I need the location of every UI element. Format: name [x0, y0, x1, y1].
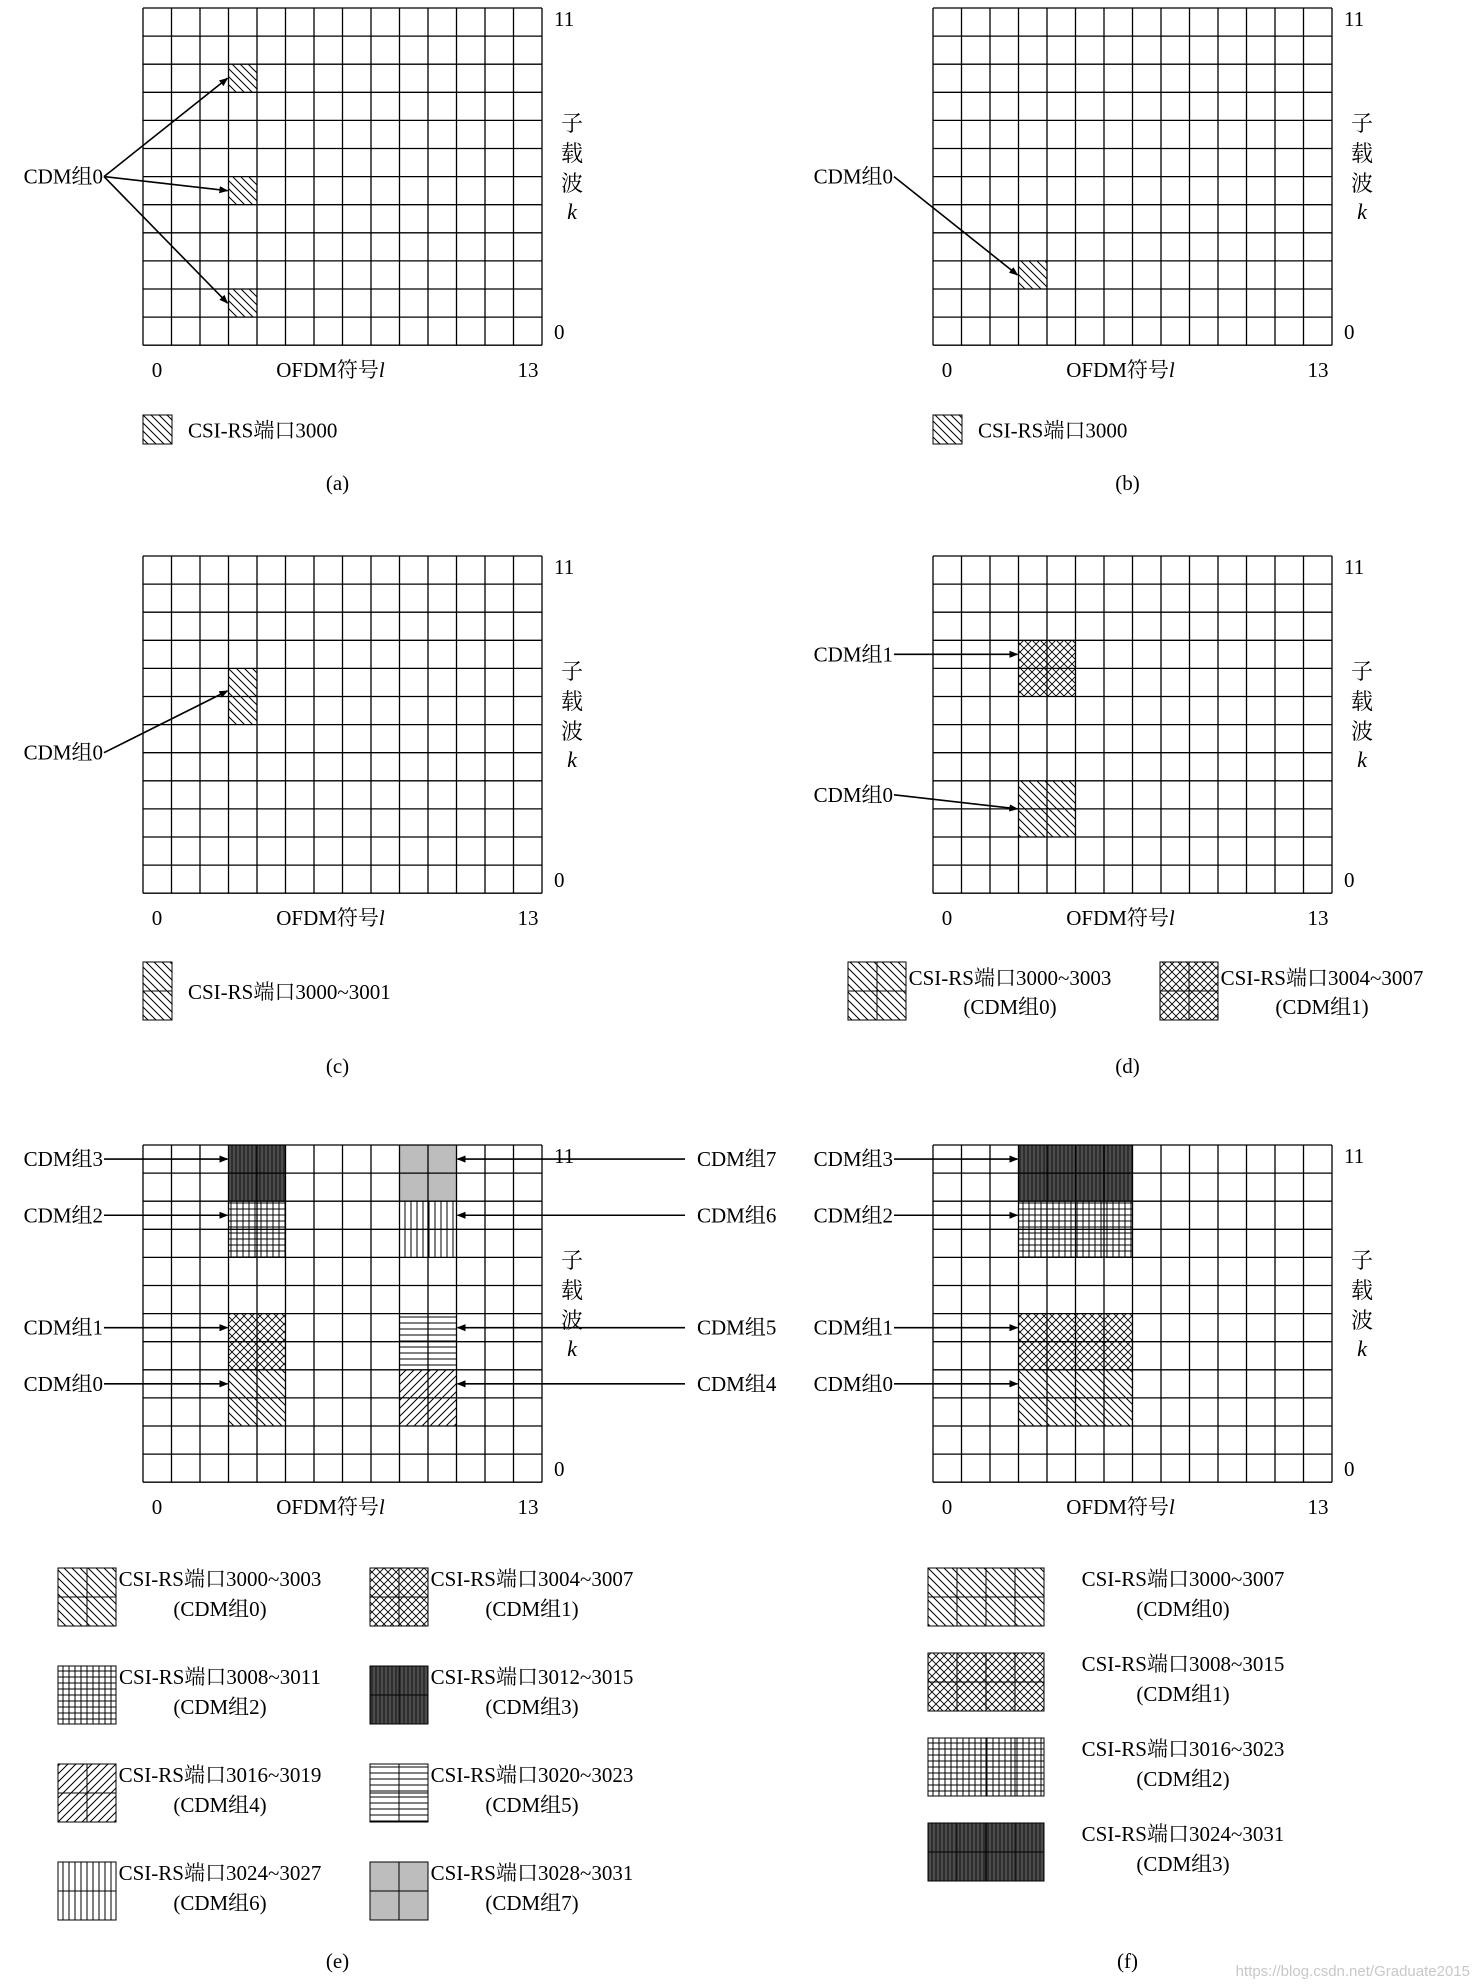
x-axis-label-text: OFDM符号	[1066, 358, 1169, 383]
re-cell-rdiag	[428, 1398, 457, 1426]
re-cell-gray	[400, 1145, 429, 1173]
y-axis-label-char: 载	[1350, 689, 1374, 715]
y-bottom-label: 0	[554, 320, 565, 345]
re-cell-cross	[257, 1342, 286, 1370]
legend-sublabel: (CDM组6)	[173, 1891, 267, 1915]
re-cell-dark	[1047, 1173, 1076, 1201]
y-axis-label-char: 波	[560, 171, 584, 197]
re-cell-dark	[1104, 1173, 1133, 1201]
y-axis-var: k	[1357, 1336, 1367, 1362]
legend-label: CSI-RS端口3000~3003	[908, 966, 1112, 990]
cdm-group-label: CDM组1	[813, 642, 893, 667]
re-cell-grid	[1076, 1201, 1105, 1229]
re-cell-diag	[257, 1398, 286, 1426]
re-cell-cross	[1047, 1314, 1076, 1342]
re-cell-cross	[1076, 1314, 1105, 1342]
re-cell-grid	[229, 1229, 258, 1257]
legend-sublabel: (CDM组3)	[1136, 1852, 1230, 1876]
re-cell-diag	[1076, 1370, 1105, 1398]
re-cell-cross	[1047, 640, 1076, 668]
legend-label: CSI-RS端口3008~3015	[1081, 1652, 1285, 1676]
re-cell-horiz	[400, 1314, 429, 1342]
legend-label: CSI-RS端口3020~3023	[430, 1763, 634, 1787]
y-axis-label-char: 载	[560, 141, 584, 167]
y-top-label: 11	[554, 7, 575, 31]
y-top-label: 11	[1344, 555, 1365, 579]
re-cell-diag	[1076, 1398, 1105, 1426]
re-cell-gray	[428, 1173, 457, 1201]
cdm-group-label: CDM组7	[697, 1147, 777, 1172]
panel-d	[814, 555, 1424, 1078]
legend-label: CSI-RS端口3004~3007	[430, 1567, 634, 1591]
legend-sublabel: (CDM组1)	[1275, 995, 1369, 1019]
re-cell-cross	[229, 1314, 258, 1342]
re-cell-diag	[229, 1398, 258, 1426]
legend	[143, 415, 337, 444]
legend-sublabel: (CDM组7)	[485, 1891, 579, 1915]
cdm-group-label: CDM组6	[697, 1203, 777, 1228]
re-cell-grid	[1076, 1229, 1105, 1257]
re-cell-diag	[229, 177, 258, 205]
re-cell-diag	[257, 1370, 286, 1398]
re-cell-rdiag	[428, 1370, 457, 1398]
panel-caption: (b)	[1115, 471, 1140, 495]
y-top-label: 11	[1344, 1144, 1365, 1168]
re-cell-vert	[400, 1229, 429, 1257]
re-cell-diag	[229, 1370, 258, 1398]
re-cell-diag	[229, 697, 258, 725]
re-cell-grid	[257, 1229, 286, 1257]
re-cell-cross	[1019, 640, 1048, 668]
x-axis-var: l	[1168, 1495, 1175, 1520]
re-cell-dark	[229, 1173, 258, 1201]
legend-label: CSI-RS端口3016~3023	[1081, 1737, 1285, 1761]
x-end-label: 13	[1307, 1495, 1329, 1520]
x-axis-label	[1066, 906, 1175, 930]
x-axis-label	[276, 1495, 385, 1519]
cdm-group-label: CDM组3	[23, 1147, 103, 1172]
y-axis-label-char: 载	[560, 689, 584, 715]
x-start-label: 0	[941, 358, 953, 383]
re-cell-grid	[1104, 1229, 1133, 1257]
cdm-arrow	[894, 177, 1018, 275]
y-axis-var: k	[567, 747, 577, 773]
re-cell-gray	[428, 1145, 457, 1173]
re-cell-diag	[229, 668, 258, 696]
cdm-group-label: CDM组0	[23, 164, 103, 189]
re-cell-cross	[1019, 1314, 1048, 1342]
x-axis-label	[1066, 358, 1175, 382]
panel-c	[24, 555, 583, 1078]
x-start-label: 0	[151, 906, 163, 931]
re-cell-dark	[257, 1145, 286, 1173]
re-cell-cross	[1019, 668, 1048, 696]
legend-label: CSI-RS端口3000~3001	[188, 980, 391, 1004]
re-cell-rdiag	[400, 1370, 429, 1398]
re-cell-horiz	[400, 1342, 429, 1370]
x-axis-label	[276, 358, 385, 382]
cdm-group-label: CDM组0	[23, 1371, 103, 1396]
legend-label: CSI-RS端口3008~3011	[119, 1665, 321, 1689]
panel-b	[814, 7, 1373, 495]
y-axis-label-char: 波	[560, 1308, 584, 1334]
re-cell-diag	[1019, 809, 1048, 837]
re-cell-diag	[1019, 1370, 1048, 1398]
legend	[143, 962, 391, 1020]
cdm-group-label: CDM组1	[23, 1315, 103, 1340]
re-cell-diag	[1104, 1370, 1133, 1398]
re-cell-grid	[1019, 1229, 1048, 1257]
y-axis-label-char: 子	[560, 111, 584, 137]
re-cell-grid	[1047, 1229, 1076, 1257]
cdm-group-label: CDM组4	[697, 1371, 777, 1396]
legend	[928, 1567, 1284, 1881]
panel-e	[24, 1144, 777, 1973]
re-cell-grid	[1104, 1201, 1133, 1229]
y-bottom-label: 0	[1344, 868, 1355, 893]
re-cell-horiz	[428, 1342, 457, 1370]
y-axis-label-char: 波	[1350, 719, 1374, 745]
re-cell-cross	[1076, 1342, 1105, 1370]
re-cell-diag	[1104, 1398, 1133, 1426]
y-axis-var: k	[1357, 747, 1367, 773]
y-axis-label-char: 波	[560, 719, 584, 745]
legend-sublabel: (CDM组1)	[485, 1597, 579, 1621]
cdm-arrow	[104, 177, 228, 191]
re-cell-cross	[1047, 668, 1076, 696]
cdm-group-label: CDM组2	[813, 1203, 893, 1228]
re-cell-cross	[257, 1314, 286, 1342]
y-axis-label-char: 子	[560, 1248, 584, 1274]
re-cell-cross	[1047, 1342, 1076, 1370]
x-end-label: 13	[517, 906, 539, 931]
y-axis-label-char: 子	[1350, 659, 1374, 685]
y-axis-label-char: 载	[560, 1278, 584, 1304]
y-axis-label-char: 子	[1350, 1248, 1374, 1274]
re-cell-diag	[1047, 1398, 1076, 1426]
y-axis-var: k	[1357, 199, 1367, 225]
legend-swatch-diag	[143, 415, 172, 444]
legend-sublabel: (CDM组0)	[173, 1597, 267, 1621]
cdm-arrow	[894, 795, 1018, 809]
x-end-label: 13	[1307, 906, 1329, 931]
re-cell-dark	[1104, 1145, 1133, 1173]
cdm-group-label: CDM组2	[23, 1203, 103, 1228]
legend-label: CSI-RS端口3000	[978, 418, 1128, 443]
x-axis-label-text: OFDM符号	[276, 358, 379, 383]
re-cell-cross	[1019, 1342, 1048, 1370]
re-cell-dark	[229, 1145, 258, 1173]
y-bottom-label: 0	[1344, 1457, 1355, 1482]
x-axis-label-text: OFDM符号	[1066, 906, 1169, 931]
re-cell-cross	[1104, 1342, 1133, 1370]
legend-sublabel: (CDM组2)	[1136, 1767, 1230, 1791]
cdm-arrow	[104, 78, 228, 176]
x-start-label: 0	[151, 1495, 163, 1520]
re-cell-diag	[1019, 261, 1048, 289]
y-top-label: 11	[554, 1144, 575, 1168]
legend	[933, 415, 1127, 444]
cdm-group-label: CDM组5	[697, 1315, 777, 1340]
legend-label: CSI-RS端口3012~3015	[430, 1665, 634, 1689]
legend-sublabel: (CDM组0)	[1136, 1597, 1230, 1621]
x-axis-label-text: OFDM符号	[276, 906, 379, 931]
y-top-label: 11	[1344, 7, 1365, 31]
re-cell-diag	[1047, 781, 1076, 809]
legend-label: CSI-RS端口3004~3007	[1220, 966, 1424, 990]
x-axis-label	[1066, 1495, 1175, 1519]
re-cell-diag	[1019, 781, 1048, 809]
legend-label: CSI-RS端口3000~3007	[1081, 1567, 1285, 1591]
x-end-label: 13	[517, 358, 539, 383]
re-cell-grid	[1019, 1201, 1048, 1229]
y-top-label: 11	[554, 555, 575, 579]
legend-label: CSI-RS端口3000	[188, 418, 338, 443]
re-cell-dark	[1076, 1173, 1105, 1201]
re-cell-cross	[1104, 1314, 1133, 1342]
re-cell-dark	[1076, 1145, 1105, 1173]
panel-caption: (c)	[325, 1054, 350, 1078]
re-cell-diag	[1047, 809, 1076, 837]
x-axis-label	[276, 906, 385, 930]
legend-sublabel: (CDM组2)	[173, 1695, 267, 1719]
y-bottom-label: 0	[1344, 320, 1355, 345]
panel-caption: (e)	[325, 1949, 350, 1973]
panel-caption: (d)	[1115, 1054, 1140, 1078]
x-end-label: 13	[1307, 358, 1329, 383]
x-start-label: 0	[151, 358, 163, 383]
x-end-label: 13	[517, 1495, 539, 1520]
re-cell-cross	[229, 1342, 258, 1370]
legend	[848, 962, 1423, 1020]
cdm-arrow	[104, 691, 228, 753]
re-cell-dark	[1019, 1145, 1048, 1173]
x-axis-var: l	[378, 358, 385, 383]
x-axis-var: l	[378, 906, 385, 931]
x-axis-var: l	[378, 1495, 385, 1520]
cdm-group-label: CDM组0	[813, 782, 893, 807]
y-axis-var: k	[567, 199, 577, 225]
y-axis-label-char: 子	[560, 659, 584, 685]
watermark-text: https://blog.csdn.net/Graduate2015	[1235, 1963, 1470, 1980]
legend-sublabel: (CDM组4)	[173, 1793, 267, 1817]
y-axis-label-char: 载	[1350, 141, 1374, 167]
legend	[58, 1567, 633, 1920]
legend-sublabel: (CDM组5)	[485, 1793, 579, 1817]
re-cell-diag	[1047, 1370, 1076, 1398]
y-axis-label-char: 波	[1350, 1308, 1374, 1334]
cdm-group-label: CDM组0	[813, 1371, 893, 1396]
re-cell-grid	[257, 1201, 286, 1229]
re-cell-diag	[229, 289, 258, 317]
x-axis-label-text: OFDM符号	[276, 1495, 379, 1520]
re-cell-diag	[229, 64, 258, 92]
panel-f	[814, 1144, 1373, 1973]
re-cell-dark	[1019, 1173, 1048, 1201]
y-axis-label-char: 载	[1350, 1278, 1374, 1304]
x-axis-var: l	[1168, 906, 1175, 931]
panel-caption: (f)	[1117, 1949, 1138, 1973]
y-axis-var: k	[567, 1336, 577, 1362]
re-cell-grid	[1047, 1201, 1076, 1229]
cdm-group-label: CDM组3	[813, 1147, 893, 1172]
y-bottom-label: 0	[554, 868, 565, 893]
re-cell-grid	[229, 1201, 258, 1229]
re-cell-vert	[400, 1201, 429, 1229]
cdm-group-label: CDM组1	[813, 1315, 893, 1340]
legend-label: CSI-RS端口3028~3031	[430, 1861, 634, 1885]
legend-sublabel: (CDM组3)	[485, 1695, 579, 1719]
legend-sublabel: (CDM组0)	[963, 995, 1057, 1019]
legend-swatch-diag	[933, 415, 962, 444]
re-cell-rdiag	[400, 1398, 429, 1426]
cdm-group-label: CDM组0	[23, 740, 103, 765]
legend-label: CSI-RS端口3016~3019	[118, 1763, 322, 1787]
panel-caption: (a)	[325, 471, 350, 495]
x-start-label: 0	[941, 906, 953, 931]
legend-label: CSI-RS端口3024~3031	[1081, 1822, 1285, 1846]
re-cell-vert	[428, 1201, 457, 1229]
legend-label: CSI-RS端口3024~3027	[118, 1861, 322, 1885]
panel-a	[24, 7, 583, 495]
cdm-group-label: CDM组0	[813, 164, 893, 189]
re-cell-horiz	[428, 1314, 457, 1342]
x-start-label: 0	[941, 1495, 953, 1520]
y-bottom-label: 0	[554, 1457, 565, 1482]
re-cell-dark	[257, 1173, 286, 1201]
re-cell-diag	[1019, 1398, 1048, 1426]
re-cell-vert	[428, 1229, 457, 1257]
legend-label: CSI-RS端口3000~3003	[118, 1567, 322, 1591]
cdm-arrow	[104, 177, 228, 303]
re-cell-gray	[400, 1173, 429, 1201]
re-cell-dark	[1047, 1145, 1076, 1173]
y-axis-label-char: 波	[1350, 171, 1374, 197]
x-axis-var: l	[1168, 358, 1175, 383]
y-axis-label-char: 子	[1350, 111, 1374, 137]
x-axis-label-text: OFDM符号	[1066, 1495, 1169, 1520]
legend-sublabel: (CDM组1)	[1136, 1682, 1230, 1706]
